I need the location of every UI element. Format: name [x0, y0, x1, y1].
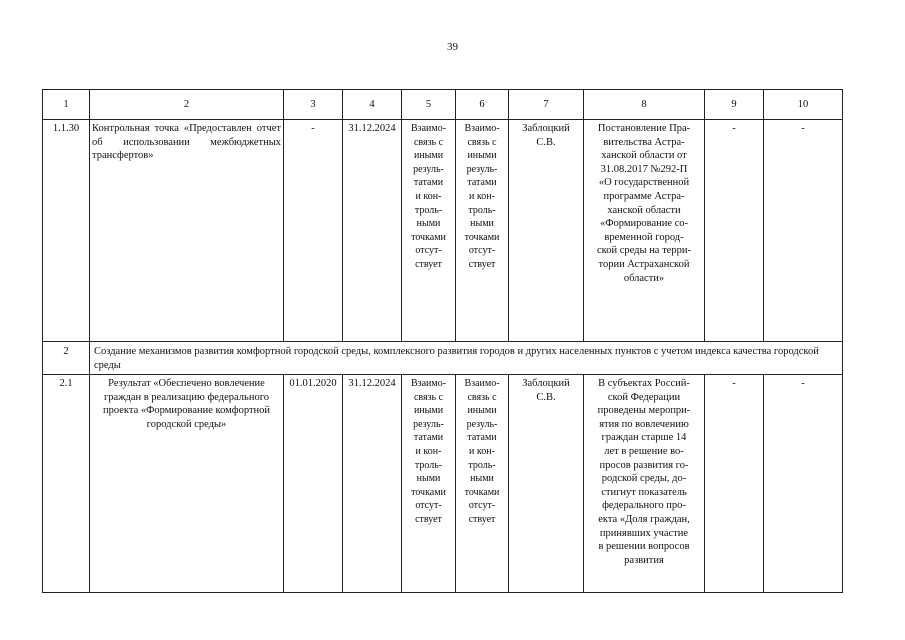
row-link-1-text: Взаимо- связь с иными резуль- татами и кон- троль- ными точками отсут- ствует	[410, 378, 447, 525]
row-link-2	[456, 120, 509, 342]
row-start-date: -	[284, 120, 343, 342]
header-cell: 10	[764, 90, 843, 120]
row-end-date: 31.12.2024	[343, 120, 402, 342]
row-basis	[584, 375, 705, 593]
row-number: 1.1.30	[43, 120, 90, 342]
table-header-row	[43, 90, 843, 120]
row-responsible-text: Заблоцкий С.В.	[522, 378, 570, 403]
header-cell: 4	[343, 90, 402, 120]
row-name: Контрольная точка «Предоставлен отчет об использовании межбюджетных трансфертов»	[90, 120, 284, 342]
row-link-1-text: Взаимо- связь с иными резуль- татами и кон- троль- ными точками отсут- ствует	[410, 123, 447, 270]
header-cell: 9	[705, 90, 764, 120]
page-number: 39	[447, 41, 458, 53]
header-cell: 5	[402, 90, 456, 120]
row-responsible	[509, 375, 584, 593]
row-col9: -	[705, 120, 764, 342]
header-cell: 8	[584, 90, 705, 120]
row-col9: -	[705, 375, 764, 593]
header-cell: 2	[90, 90, 284, 120]
section-row	[43, 342, 843, 375]
row-start-date: 01.01.2020	[284, 375, 343, 593]
row-responsible-text: Заблоцкий С.В.	[522, 123, 570, 148]
table-row	[43, 120, 843, 342]
row-link-1	[402, 120, 456, 342]
section-title: Создание механизмов развития комфортной городской среды, комплексного развития городов и других населенных пунктов с учетом индекса качества городской среды	[90, 342, 843, 375]
row-basis	[584, 120, 705, 342]
section-number: 2	[43, 342, 90, 375]
row-link-2-text: Взаимо- связь с иными резуль- татами и кон- троль- ными точками отсут- ствует	[464, 123, 500, 270]
row-name: Результат «Обеспечено вовлечение граждан в реализацию федерального проекта «Формирование комфортной городской среды»	[90, 375, 284, 593]
header-cell: 3	[284, 90, 343, 120]
row-responsible	[509, 120, 584, 342]
plan-table	[42, 89, 843, 593]
table-row	[43, 375, 843, 593]
header-cell: 1	[43, 90, 90, 120]
header-cell: 7	[509, 90, 584, 120]
row-link-2-text: Взаимо- связь с иными резуль- татами и кон- троль- ными точками отсут- ствует	[464, 378, 500, 525]
row-link-2	[456, 375, 509, 593]
row-basis-text: В субъектах Россий- ской Федерации проведены меропри- ятия по вовлечению граждан старше 14 лет в решение во- просов развития го- родской среды, до- стигнут показатель федерального про- екта «Доля граждан, принявших участие в решении вопросов развития	[597, 378, 691, 566]
header-cell: 6	[456, 90, 509, 120]
row-col10: -	[764, 120, 843, 342]
row-link-1	[402, 375, 456, 593]
row-number: 2.1	[43, 375, 90, 593]
row-end-date: 31.12.2024	[343, 375, 402, 593]
row-col10: -	[764, 375, 843, 593]
row-basis-text: Постановление Пра- вительства Астра- ханской области от 31.08.2017 №292-П «О государственной программе Астра- ханской области «Формирование со- временной город- ской среды на терри- тории Астраханской области»	[597, 123, 691, 284]
